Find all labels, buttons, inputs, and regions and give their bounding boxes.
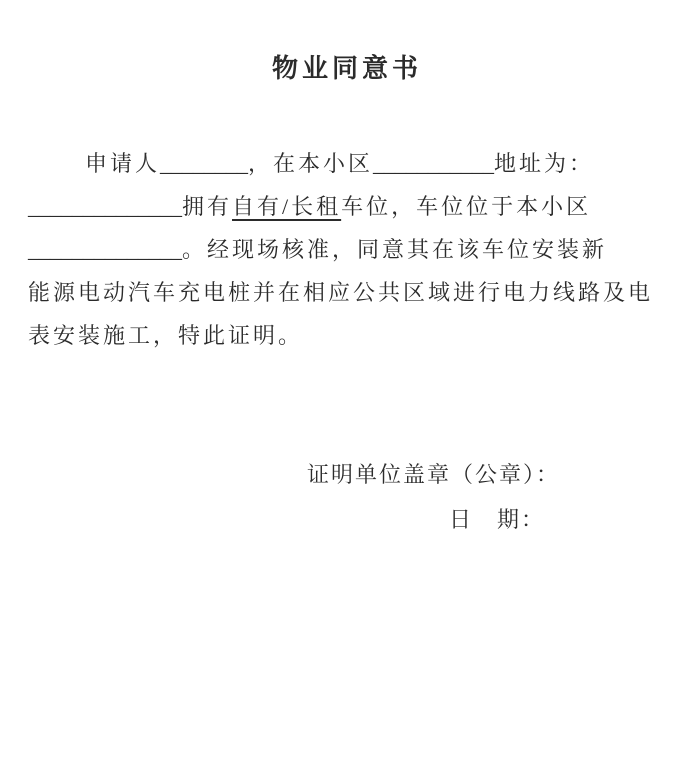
address-label: 地址为：	[494, 151, 595, 176]
document-body	[28, 142, 666, 357]
body-line-1	[28, 142, 666, 185]
applicant-label: 申请人	[85, 151, 161, 176]
body-line-3	[28, 228, 666, 271]
own-label: 拥有	[182, 194, 233, 219]
seal-label: 证明单位盖章（公章）：	[306, 462, 560, 487]
applicant-name-blank: ________	[160, 151, 249, 176]
address-blank: ______________	[28, 194, 182, 219]
ownership-type-underlined: 自有/长租	[232, 194, 342, 219]
body-line-5	[28, 314, 666, 357]
date-label: 日 期：	[448, 507, 545, 532]
parking-location-blank: ______________	[28, 237, 182, 262]
document-title: 物业同意书	[271, 54, 422, 83]
community-name-blank: ___________	[373, 151, 495, 176]
approval-text: 。经现场核准，同意其在该车位安装新	[182, 237, 608, 262]
community-label: ，在本小区	[248, 151, 374, 176]
signature-block	[0, 452, 694, 542]
body-line-4	[28, 271, 666, 314]
installation-text: 能源电动汽车充电桩并在相应公共区域进行电力线路及电	[28, 280, 654, 305]
certify-text: 表安装施工，特此证明。	[28, 323, 304, 348]
parking-text: 车位，车位位于本小区	[341, 194, 592, 219]
body-line-2	[28, 185, 666, 228]
